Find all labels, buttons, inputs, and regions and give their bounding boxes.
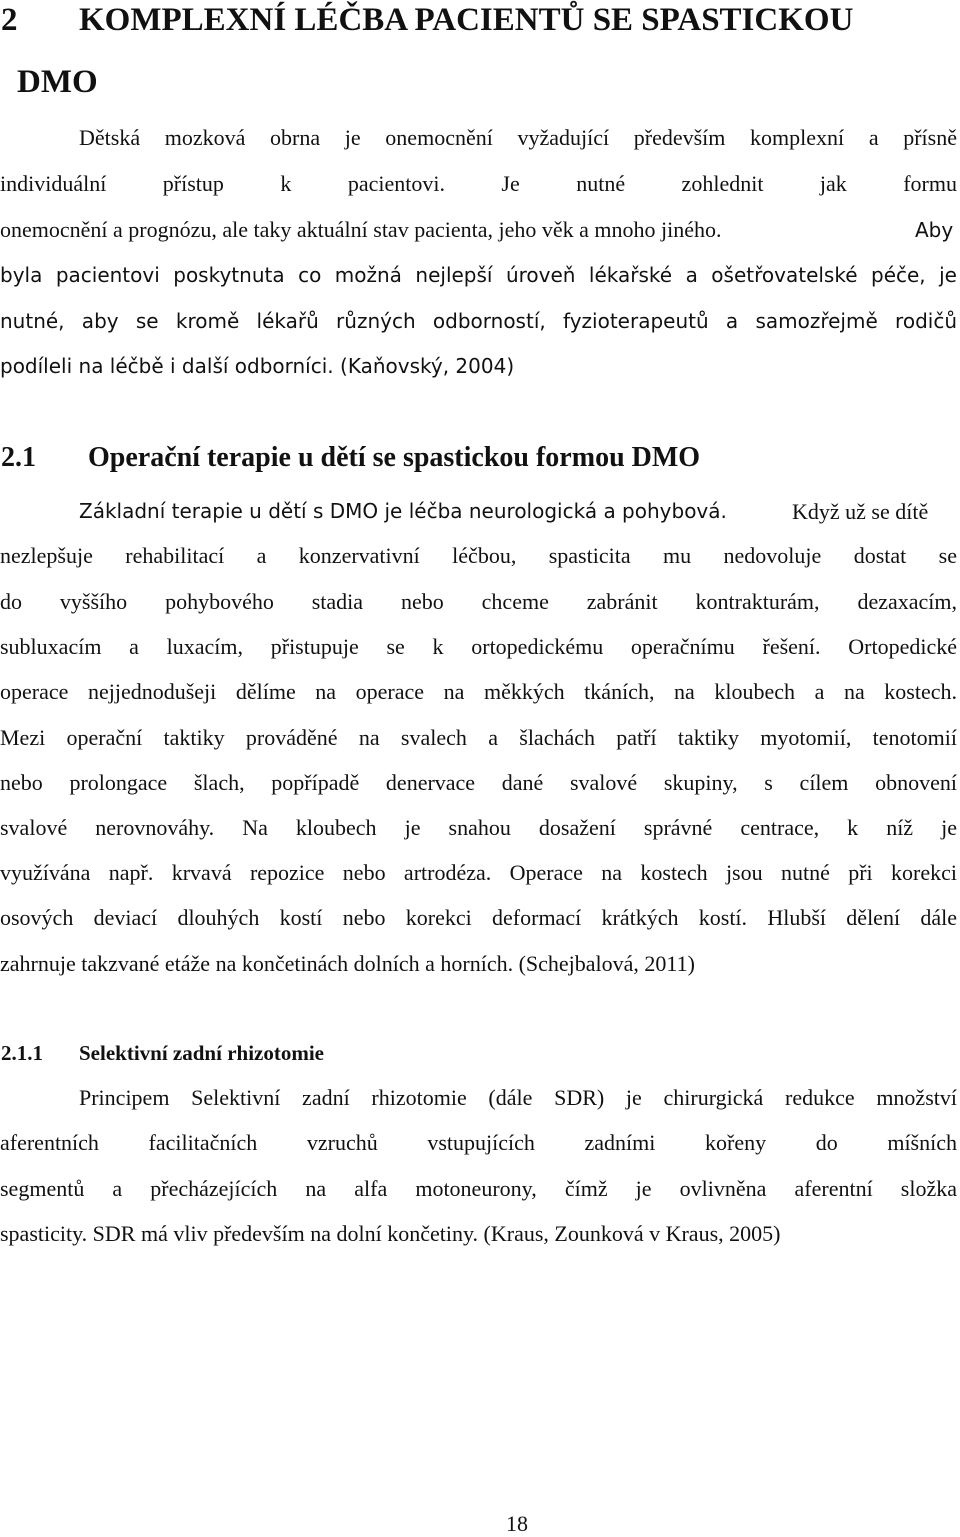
text-line: byla pacientovi poskytnuta co možná nejlepší úroveň lékařské a ošetřovatelské péče, je [0, 263, 957, 287]
text-line: subluxacím a luxacím, přistupuje se k ortopedickému operačnímu řešení. Ortopedické [0, 634, 957, 659]
text-line: nebo prolongace šlach, popřípadě denervace dané svalové skupiny, s cílem obnovení [0, 770, 957, 795]
chapter-title-line-2: DMO [17, 64, 98, 100]
subsection-number: 2.1.1 [1, 1041, 43, 1065]
text-line: Dětská mozková obrna je onemocnění vyžadující především komplexní a přísně [79, 125, 957, 150]
text-line: zahrnuje takzvané etáže na končetinách dolních a horních. (Schejbalová, 2011) [0, 951, 695, 976]
text-line: aferentních facilitačních vzruchů vstupujících zadními kořeny do míšních [0, 1130, 957, 1155]
chapter-title-line-1: KOMPLEXNÍ LÉČBA PACIENTŮ SE SPASTICKOU [79, 2, 854, 38]
text-line: nutné, aby se kromě lékařů různých odborností, fyzioterapeutů a samozřejmě rodičů [0, 309, 957, 333]
text-line: individuální přístup k pacientovi. Je nutné zohlednit jak formu [0, 171, 957, 196]
text-line: svalové nerovnováhy. Na kloubech je snahou dosažení správné centrace, k níž je [0, 815, 957, 840]
text-line: segmentů a přecházejících na alfa motoneurony, čímž je ovlivněna aferentní složka [0, 1176, 957, 1201]
chapter-number: 2 [1, 2, 18, 38]
subsection-title: Selektivní zadní rhizotomie [79, 1041, 324, 1065]
text-line: Aby [915, 218, 954, 242]
text-line: nezlepšuje rehabilitací a konzervativní léčbou, spasticita mu nedovoluje dostat se [0, 543, 957, 568]
text-line: Mezi operační taktiky prováděné na svalech a šlachách patří taktiky myotomií, tenotomií [0, 725, 957, 750]
text-line: Principem Selektivní zadní rhizotomie (dále SDR) je chirurgická redukce množství [79, 1085, 957, 1110]
text-line: operace nejjednodušeji dělíme na operace na měkkých tkáních, na kloubech a na kostech. [0, 679, 957, 704]
text-line: do vyššího pohybového stadia nebo chceme zabránit kontrakturám, dezaxacím, [0, 589, 957, 614]
text-line: Když už se dítě [792, 499, 929, 524]
text-line: osových deviací dlouhých kostí nebo korekci deformací krátkých kostí. Hlubší dělení dále [0, 905, 957, 930]
text-line: onemocnění a prognózu, ale taky aktuální stav pacienta, jeho věk a mnoho jiného. [0, 217, 722, 242]
text-line: spasticity. SDR má vliv především na dolní končetiny. (Kraus, Zounková v Kraus, 2005) [0, 1221, 781, 1246]
section-number: 2.1 [1, 442, 36, 473]
page-number: 18 [506, 1511, 528, 1536]
text-line: Základní terapie u dětí s DMO je léčba neurologická a pohybová. [79, 499, 727, 523]
text-line: využívána např. krvavá repozice nebo artrodéza. Operace na kostech jsou nutné při korekci [0, 860, 957, 885]
text-line: podíleli na léčbě i další odborníci. (Kaňovský, 2004) [0, 354, 515, 378]
section-title: Operační terapie u dětí se spastickou formou DMO [88, 442, 701, 473]
